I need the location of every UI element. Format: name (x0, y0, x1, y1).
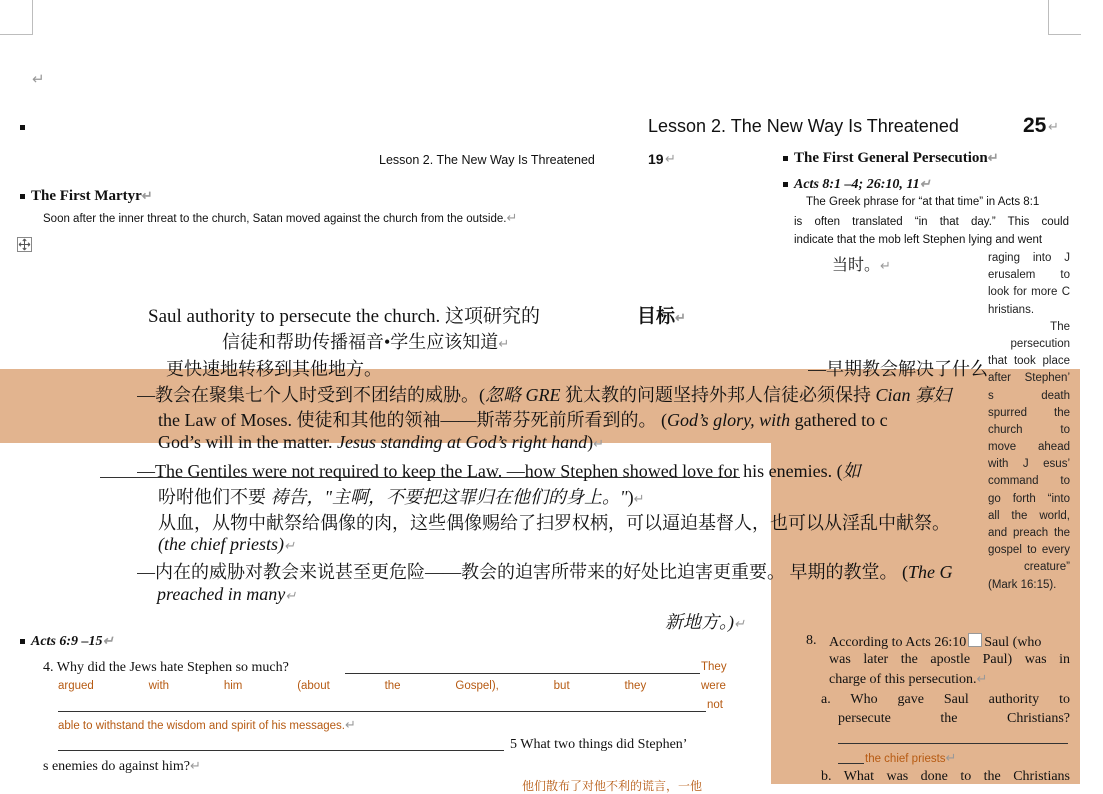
overlay-line-6: God’s will in the matter. Jesus standing at God’s right hand)↵ (158, 432, 605, 452)
overlay-line-12: preached in many↵ (157, 584, 297, 604)
column-line: persecution (1010, 337, 1070, 350)
column-line: raging into J (988, 252, 1070, 264)
overlay-line-2: 信徒和帮助传播福音•学生应该知道↵ (222, 332, 510, 352)
paragraph-mark: ↵ (1048, 119, 1059, 134)
overlay-line-5: the Law of Moses. 使徒和其他的领袖——斯蒂芬死前所看到的。 (God’s glory, with gathered to c (158, 410, 888, 430)
q8a-line-1: a. Who gave Saul authority to (821, 692, 1070, 707)
q4-answer-not: not (707, 699, 723, 711)
answer-line (838, 743, 1068, 744)
column-line: The (1050, 320, 1070, 333)
column-line: move ahead (988, 441, 1070, 454)
column-line: go forth “into (988, 492, 1070, 505)
right-para-line-2: is often translated “in that day.” This could (794, 216, 1069, 228)
column-line: church to (988, 423, 1070, 436)
right-page-number: 25 (1023, 114, 1047, 137)
column-line: erusalem to (988, 269, 1070, 282)
overlay-line-7: —The Gentiles were not required to keep the Law. —how Stephen showed love for his enemies. (如 (137, 461, 861, 481)
column-line: creature” (1023, 561, 1070, 574)
bullet (20, 639, 25, 644)
heading-acts-6: Acts 6:9 –15↵ (20, 633, 113, 650)
overlay-line-10: (the chief priests)↵ (158, 534, 295, 554)
q8a-answer: the chief priests↵ (865, 750, 957, 765)
column-line: command to (988, 475, 1070, 488)
column-line: after Stephen’ (988, 372, 1070, 385)
right-para-line-1: The Greek phrase for “at that time” in Acts 8:1 (806, 196, 1040, 208)
q8-number: 8. (806, 633, 817, 648)
move-handle-icon[interactable] (17, 237, 32, 252)
question-5-cont: s enemies do against him?↵ (43, 758, 201, 774)
right-heading-acts-8: Acts 8:1 –4; 26:10, 11↵ (783, 176, 931, 193)
column-line: all the world, (988, 509, 1070, 522)
right-page-header-title: Lesson 2. The New Way Is Threatened (648, 116, 959, 136)
right-heading-first-general-persecution: The First General Persecution↵ (783, 150, 999, 167)
column-line: spurred the (988, 406, 1070, 419)
q4-answer-end: able to withstand the wisdom and spirit of his messages.↵ (58, 717, 356, 732)
right-dangling-text: 当时。↵ (832, 257, 891, 274)
left-page-number: 19 (648, 151, 664, 167)
answer-line (838, 763, 864, 764)
column-line: with J esus’ (988, 458, 1070, 471)
cursor-box[interactable] (968, 633, 982, 647)
overlay-line-8: 吩咐他们不要 祷告，"主啊，不要把这罪归在他们的身上。")↵ (158, 487, 645, 507)
bullet (783, 182, 788, 187)
overlay-line-4: —教会在聚集七个人时受到不团结的威胁。(忽略 GRE 犹太教的问题坚持外邦人信徒必须保持 Cian 寡妇 (137, 385, 952, 405)
overlay-line-13: 新地方。)↵ (665, 612, 745, 632)
column-line: that took place (988, 355, 1070, 368)
overlay-line-9: 从血，从物中献祭给偶像的肉，这些偶像赐给了扫罗权柄，可以逼迫基督人，也可以从淫乱中献祭。 (158, 513, 950, 533)
first-martyr-intro: Soon after the inner threat to the church, Satan moved against the church from the outside.↵ (43, 210, 518, 225)
overlay-line-3b: —早期教会解决了什么 (808, 359, 988, 379)
overlay-line-1: Saul authority to persecute the church. 这项研究的 (148, 306, 541, 327)
q4-answer-start: They (701, 661, 727, 673)
column-line: look for more C (988, 286, 1070, 299)
paragraph-mark: ↵ (32, 72, 45, 88)
question-5: 5 What two things did Stephen’ (510, 737, 688, 752)
overlay-target-label: 目标↵ (637, 306, 686, 327)
q5-answer-partial: 他们散布了对他不利的谎言，一他 (522, 779, 703, 793)
q8-line-2: was later the apostle Paul) was in (829, 652, 1070, 667)
answer-line (345, 673, 700, 674)
heading-first-martyr: The First Martyr↵ (20, 188, 153, 205)
q8-line-1: According to Acts 26:10 Saul (who (829, 635, 1042, 650)
page-corner-top-right (1048, 0, 1081, 35)
right-narrow-column (988, 250, 1070, 594)
q8b-line-1: b. What was done to the Christians (821, 769, 1070, 784)
paragraph-mark: ↵ (665, 151, 676, 166)
q4-answer-justified-line: argued with him (about the Gospel), but they were (58, 680, 726, 692)
column-line: and preach the (988, 527, 1070, 539)
left-page-bullet (20, 125, 25, 130)
column-line: gospel to every (988, 544, 1070, 557)
page-corner-top-left (0, 0, 33, 35)
bullet (783, 156, 788, 161)
column-line: (Mark 16:15). (988, 578, 1057, 591)
left-page-header-title: Lesson 2. The New Way Is Threatened (379, 153, 595, 167)
right-para-line-3: indicate that the mob left Stephen lying and went (794, 234, 1043, 246)
overlay-line-11: —内在的威胁对教会来说甚至更危险——教会的迫害所带来的好处比迫害更重要。 早期的教堂。 (The G (137, 562, 953, 582)
q8a-line-2: persecute the Christians? (838, 711, 1070, 726)
q8-line-3: charge of this persecution.↵ (829, 671, 988, 687)
answer-line (58, 711, 706, 712)
answer-line (58, 750, 504, 751)
question-4: 4. Why did the Jews hate Stephen so much? (43, 660, 289, 675)
column-line: hristians. (988, 303, 1035, 316)
overlay-line-3a: 更快速地转移到其他地方。 (166, 359, 382, 379)
bullet (20, 194, 25, 199)
column-line: s death (988, 389, 1070, 402)
